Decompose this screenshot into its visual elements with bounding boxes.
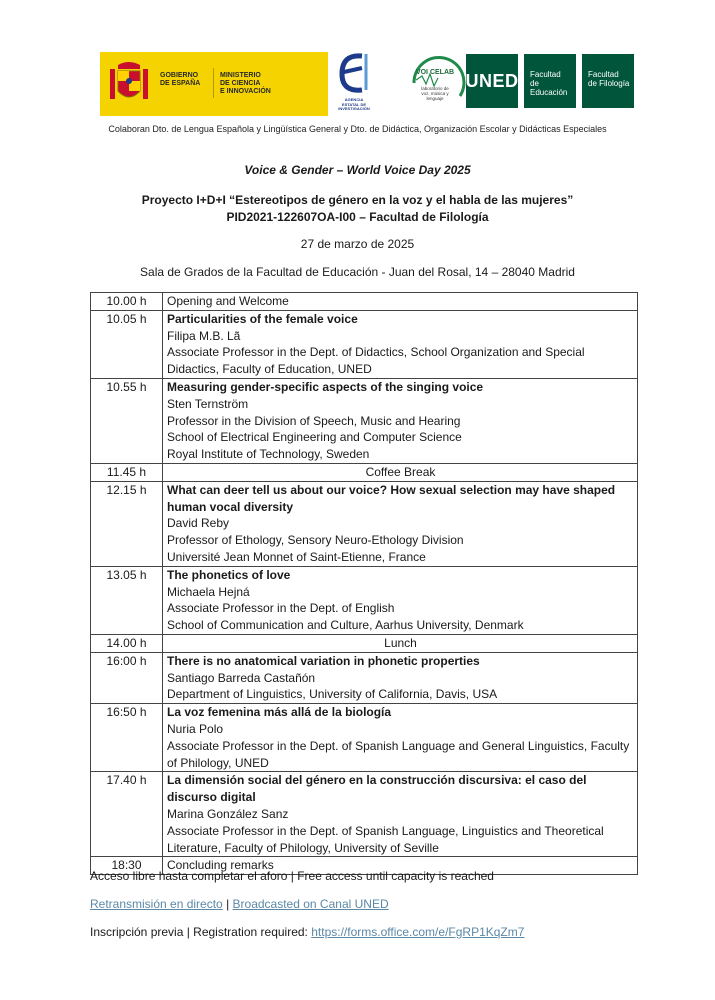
session-title: La dimensión social del género en la construcción discursiva: el caso del discurso digital <box>167 773 587 805</box>
logo-divider <box>213 68 214 98</box>
session-speaker: Filipa M.B. Lã <box>167 328 241 343</box>
table-row <box>91 481 638 566</box>
session-details <box>163 772 638 857</box>
session-time: 10.00 h <box>91 293 163 311</box>
facultad-educacion-logo: Facultad de Educación <box>524 54 576 108</box>
session-time: 11.45 h <box>91 463 163 481</box>
session-time: 18:30 <box>91 857 163 875</box>
session-affiliation: Department of Linguistics, University of California, Davis, USA <box>167 687 498 702</box>
table-row <box>91 293 638 311</box>
table-row <box>91 704 638 772</box>
schedule-table <box>90 292 638 875</box>
session-time: 13.05 h <box>91 566 163 634</box>
ministerio-text: MINISTERIO DE CIENCIA E INNOVACIÓN <box>220 72 271 95</box>
session-affiliation: School of Electrical Engineering and Computer Science <box>167 430 462 445</box>
event-venue: Sala de Grados de la Facultad de Educación - Juan del Rosal, 14 – 28040 Madrid <box>140 265 575 279</box>
voicelab-logo-icon <box>408 52 466 114</box>
voicelab-title: VOI CELAB <box>415 69 455 76</box>
project-heading <box>0 192 715 226</box>
link-separator: | <box>222 897 233 911</box>
uned-logo: UNED <box>466 54 518 108</box>
coat-of-arms-icon <box>108 59 150 109</box>
session-affiliation: Associate Professor in the Dept. of Didactics, School Organization and Special Didactics, Faculty of Education, UNED <box>167 345 585 377</box>
session-title: There is no anatomical variation in phonetic properties <box>167 653 480 668</box>
table-row <box>91 378 638 463</box>
session-time: 17.40 h <box>91 772 163 857</box>
session-affiliation: School of Communication and Culture, Aarhus University, Denmark <box>167 618 524 633</box>
session-time: 10.05 h <box>91 310 163 378</box>
session-affiliation: Associate Professor in the Dept. of English <box>167 601 395 616</box>
session-details <box>163 704 638 772</box>
session-time: 10.55 h <box>91 378 163 463</box>
voicelab-subtitle: laboratorio de voz, música y lenguaje <box>421 86 449 101</box>
session-time: 16:00 h <box>91 652 163 703</box>
stream-links <box>90 897 389 911</box>
session-details <box>163 310 638 378</box>
event-date: 27 de marzo de 2025 <box>300 237 415 251</box>
session-title: Coffee Break <box>163 463 638 481</box>
session-affiliation: Université Jean Monnet of Saint-Etienne, France <box>167 549 426 564</box>
session-time: 12.15 h <box>91 481 163 566</box>
session-affiliation: Professor of Ethology, Sensory Neuro-Ethology Division <box>167 533 464 548</box>
registration-line <box>90 925 524 939</box>
table-row <box>91 463 638 481</box>
session-affiliation: Associate Professor in the Dept. of Spanish Language and General Linguistics, Faculty of Philology, UNED <box>167 738 630 770</box>
gobierno-text: GOBIERNO DE ESPAÑA <box>160 72 201 87</box>
session-title: Particularities of the female voice <box>167 311 358 326</box>
session-title: Opening and Welcome <box>163 293 638 311</box>
session-time: 16:50 h <box>91 704 163 772</box>
stream-link-es[interactable]: Retransmisión en directo <box>90 897 223 911</box>
facultad-filologia-logo: Facultad de Filología <box>582 54 634 108</box>
session-affiliation: Royal Institute of Technology, Sweden <box>167 447 370 462</box>
page-title: Voice & Gender – World Voice Day 2025 <box>244 163 471 177</box>
session-speaker: Marina González Sanz <box>167 806 289 821</box>
session-speaker: Nuria Polo <box>167 721 224 736</box>
session-speaker: David Reby <box>167 516 230 531</box>
aei-text: AGENCIA ESTATAL DE INVESTIGACIÓN <box>338 97 370 112</box>
session-details <box>163 566 638 634</box>
collaboration-line: Colaboran Dto. de Lengua Española y Lingüística General y Dto. de Didáctica, Organización Escolar y Didácticas Especiales <box>108 124 607 134</box>
session-affiliation: Professor in the Division of Speech, Music and Hearing <box>167 413 461 428</box>
session-title: La voz femenina más allá de la biología <box>167 705 392 720</box>
table-row <box>91 566 638 634</box>
session-details <box>163 481 638 566</box>
session-title: What can deer tell us about our voice? How sexual selection may have shaped human vocal diversity <box>167 482 616 514</box>
table-row <box>91 652 638 703</box>
stream-link-en[interactable]: Broadcasted on Canal UNED <box>232 897 389 911</box>
session-title: The phonetics of love <box>167 567 291 582</box>
session-speaker: Michaela Hejná <box>167 584 250 599</box>
logo-bar <box>100 50 640 120</box>
registration-link[interactable]: https://forms.office.com/e/FgRP1KqZm7 <box>311 925 525 939</box>
table-row <box>91 634 638 652</box>
table-row <box>91 310 638 378</box>
session-title: Lunch <box>163 634 638 652</box>
session-title: Concluding remarks <box>163 857 638 875</box>
project-title: Proyecto I+D+I “Estereotipos de género en la voz y el habla de las mujeres” <box>141 193 574 207</box>
registration-label: Inscripción previa | Registration required: <box>90 925 312 939</box>
access-note: Acceso libre hasta completar el aforo | Free access until capacity is reached <box>90 869 494 883</box>
table-row <box>91 772 638 857</box>
project-code: PID2021-122607OA-I00 – Facultad de Filología <box>226 210 489 224</box>
gobierno-logo <box>100 52 328 116</box>
session-affiliation: Associate Professor in the Dept. of Spanish Language, Linguistics and Theoretical Literature, Faculty of Philology, University of Seville <box>167 823 604 855</box>
session-time: 14.00 h <box>91 634 163 652</box>
session-title: Measuring gender-specific aspects of the singing voice <box>167 379 484 394</box>
session-details <box>163 378 638 463</box>
session-speaker: Sten Ternström <box>167 396 249 411</box>
session-speaker: Santiago Barreda Castañón <box>167 670 316 685</box>
session-details <box>163 652 638 703</box>
